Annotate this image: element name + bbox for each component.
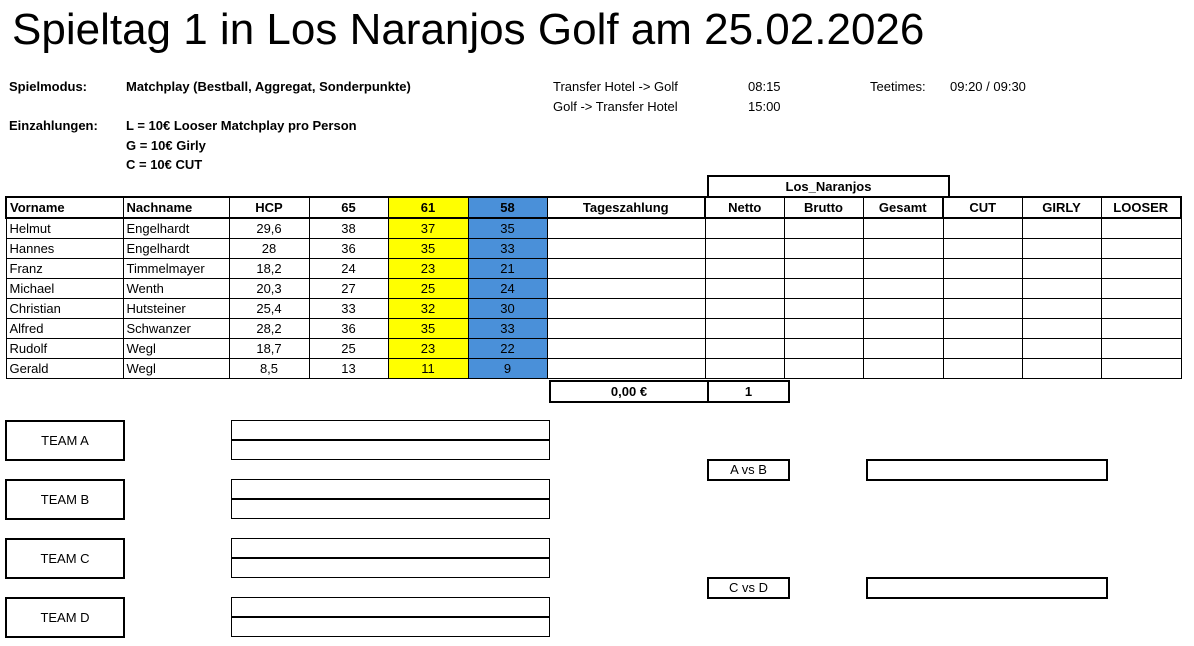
girly-cell[interactable] <box>1022 299 1101 319</box>
score-61-cell: 35 <box>388 319 468 339</box>
score-58-cell: 35 <box>468 218 547 239</box>
table-row <box>6 239 1181 259</box>
col-tageszahlung: Tageszahlung <box>547 197 705 218</box>
brutto-cell[interactable] <box>784 319 863 339</box>
score-65-cell: 33 <box>309 299 388 319</box>
score-61-cell: 32 <box>388 299 468 319</box>
score-65-cell: 36 <box>309 319 388 339</box>
netto-cell[interactable] <box>705 218 784 239</box>
tageszahlung-cell[interactable] <box>547 279 705 299</box>
score-61-cell: 25 <box>388 279 468 299</box>
score-58-cell: 24 <box>468 279 547 299</box>
col-61: 61 <box>388 197 468 218</box>
table-row <box>6 299 1181 319</box>
hcp-cell: 28,2 <box>229 319 309 339</box>
gesamt-cell[interactable] <box>863 218 943 239</box>
transfer-golf-hotel-time: 15:00 <box>748 99 781 114</box>
girly-cell[interactable] <box>1022 279 1101 299</box>
cut-cell[interactable] <box>943 279 1022 299</box>
brutto-cell[interactable] <box>784 339 863 359</box>
netto-cell[interactable] <box>705 359 784 379</box>
vorname-cell: Rudolf <box>6 339 123 359</box>
girly-cell[interactable] <box>1022 319 1101 339</box>
tageszahlung-cell[interactable] <box>547 259 705 279</box>
cut-cell[interactable] <box>943 299 1022 319</box>
match-c-vs-d-label: C vs D <box>707 577 790 599</box>
gesamt-cell[interactable] <box>863 299 943 319</box>
brutto-cell[interactable] <box>784 299 863 319</box>
team-a-player-1-field[interactable] <box>231 420 550 440</box>
table-header-row <box>6 197 1181 218</box>
table-row <box>6 339 1181 359</box>
netto-cell[interactable] <box>705 279 784 299</box>
nachname-cell: Wegl <box>123 359 229 379</box>
girly-cell[interactable] <box>1022 259 1101 279</box>
cut-cell[interactable] <box>943 319 1022 339</box>
gesamt-cell[interactable] <box>863 239 943 259</box>
col-cut: CUT <box>943 197 1022 218</box>
score-58-cell: 22 <box>468 339 547 359</box>
einzahlungen-label: Einzahlungen: <box>9 118 98 133</box>
team-d-player-2-field[interactable] <box>231 617 550 637</box>
table-row <box>6 218 1181 239</box>
match-a-vs-b-label: A vs B <box>707 459 790 481</box>
tageszahlung-cell[interactable] <box>547 359 705 379</box>
tageszahlung-cell[interactable] <box>547 319 705 339</box>
brutto-cell[interactable] <box>784 359 863 379</box>
team-c-player-2-field[interactable] <box>231 558 550 578</box>
hcp-cell: 8,5 <box>229 359 309 379</box>
looser-cell[interactable] <box>1101 339 1181 359</box>
score-65-cell: 13 <box>309 359 388 379</box>
hcp-cell: 20,3 <box>229 279 309 299</box>
team-d-label: TEAM D <box>5 597 125 638</box>
looser-cell[interactable] <box>1101 239 1181 259</box>
nachname-cell: Schwanzer <box>123 319 229 339</box>
gesamt-cell[interactable] <box>863 359 943 379</box>
nachname-cell: Timmelmayer <box>123 259 229 279</box>
vorname-cell: Michael <box>6 279 123 299</box>
einzahlung-girly: G = 10€ Girly <box>126 138 206 153</box>
match-a-vs-b-result-field[interactable] <box>866 459 1108 481</box>
col-vorname: Vorname <box>6 197 123 218</box>
looser-cell[interactable] <box>1101 218 1181 239</box>
brutto-cell[interactable] <box>784 218 863 239</box>
transfer-hotel-golf-time: 08:15 <box>748 79 781 94</box>
transfer-golf-hotel-label: Golf -> Transfer Hotel <box>553 99 678 114</box>
tageszahlung-cell[interactable] <box>547 218 705 239</box>
looser-cell[interactable] <box>1101 279 1181 299</box>
score-65-cell: 24 <box>309 259 388 279</box>
cut-cell[interactable] <box>943 218 1022 239</box>
hcp-cell: 29,6 <box>229 218 309 239</box>
netto-cell[interactable] <box>705 239 784 259</box>
score-58-cell: 33 <box>468 239 547 259</box>
vorname-cell: Christian <box>6 299 123 319</box>
teetimes-value: 09:20 / 09:30 <box>950 79 1026 94</box>
teetimes-label: Teetimes: <box>870 79 926 94</box>
team-c-label: TEAM C <box>5 538 125 579</box>
hcp-cell: 28 <box>229 239 309 259</box>
netto-cell[interactable] <box>705 339 784 359</box>
gesamt-cell[interactable] <box>863 279 943 299</box>
vorname-cell: Helmut <box>6 218 123 239</box>
col-netto: Netto <box>705 197 784 218</box>
tageszahlung-cell[interactable] <box>547 339 705 359</box>
netto-cell[interactable] <box>705 299 784 319</box>
score-61-cell: 23 <box>388 259 468 279</box>
looser-cell[interactable] <box>1101 299 1181 319</box>
team-a-player-2-field[interactable] <box>231 440 550 460</box>
col-58: 58 <box>468 197 547 218</box>
col-hcp: HCP <box>229 197 309 218</box>
score-61-cell: 11 <box>388 359 468 379</box>
team-b-label: TEAM B <box>5 479 125 520</box>
vorname-cell: Gerald <box>6 359 123 379</box>
netto-cell[interactable] <box>705 259 784 279</box>
los-naranjos-header: Los_Naranjos <box>707 175 950 197</box>
team-b-player-2-field[interactable] <box>231 499 550 519</box>
gesamt-cell[interactable] <box>863 259 943 279</box>
spielmodus-label: Spielmodus: <box>9 79 88 94</box>
hcp-cell: 25,4 <box>229 299 309 319</box>
match-c-vs-d-result-field[interactable] <box>866 577 1108 599</box>
hcp-cell: 18,2 <box>229 259 309 279</box>
score-58-cell: 21 <box>468 259 547 279</box>
col-girly: GIRLY <box>1022 197 1101 218</box>
col-nachname: Nachname <box>123 197 229 218</box>
cut-cell[interactable] <box>943 259 1022 279</box>
girly-cell[interactable] <box>1022 339 1101 359</box>
brutto-cell[interactable] <box>784 239 863 259</box>
spielmodus-value: Matchplay (Bestball, Aggregat, Sonderpunkte) <box>126 79 411 94</box>
nachname-cell: Wenth <box>123 279 229 299</box>
score-65-cell: 38 <box>309 218 388 239</box>
table-row <box>6 359 1181 379</box>
hcp-cell: 18,7 <box>229 339 309 359</box>
brutto-cell[interactable] <box>784 259 863 279</box>
score-58-cell: 9 <box>468 359 547 379</box>
col-looser: LOOSER <box>1101 197 1181 218</box>
team-d-player-1-field[interactable] <box>231 597 550 617</box>
page-title: Spieltag 1 in Los Naranjos Golf am 25.02.2026 <box>12 5 925 54</box>
score-58-cell: 30 <box>468 299 547 319</box>
gesamt-cell[interactable] <box>863 339 943 359</box>
cut-cell[interactable] <box>943 339 1022 359</box>
tageszahlung-cell[interactable] <box>547 299 705 319</box>
nachname-cell: Engelhardt <box>123 239 229 259</box>
nachname-cell: Hutsteiner <box>123 299 229 319</box>
table-row <box>6 319 1181 339</box>
netto-cell[interactable] <box>705 319 784 339</box>
table-row <box>6 259 1181 279</box>
team-a-label: TEAM A <box>5 420 125 461</box>
player-table <box>5 196 1182 379</box>
team-b-player-1-field[interactable] <box>231 479 550 499</box>
tageszahlung-cell[interactable] <box>547 239 705 259</box>
girly-cell[interactable] <box>1022 239 1101 259</box>
score-65-cell: 25 <box>309 339 388 359</box>
nachname-cell: Wegl <box>123 339 229 359</box>
cut-cell[interactable] <box>943 239 1022 259</box>
cut-cell[interactable] <box>943 359 1022 379</box>
netto-sum: 1 <box>707 380 790 403</box>
nachname-cell: Engelhardt <box>123 218 229 239</box>
score-61-cell: 23 <box>388 339 468 359</box>
tageszahlung-sum: 0,00 € <box>549 380 709 403</box>
looser-cell[interactable] <box>1101 359 1181 379</box>
score-61-cell: 37 <box>388 218 468 239</box>
girly-cell[interactable] <box>1022 218 1101 239</box>
score-65-cell: 36 <box>309 239 388 259</box>
transfer-hotel-golf-label: Transfer Hotel -> Golf <box>553 79 678 94</box>
score-58-cell: 33 <box>468 319 547 339</box>
team-c-player-1-field[interactable] <box>231 538 550 558</box>
gesamt-cell[interactable] <box>863 319 943 339</box>
col-brutto: Brutto <box>784 197 863 218</box>
score-61-cell: 35 <box>388 239 468 259</box>
einzahlung-cut: C = 10€ CUT <box>126 157 203 172</box>
col-65: 65 <box>309 197 388 218</box>
table-row <box>6 279 1181 299</box>
brutto-cell[interactable] <box>784 279 863 299</box>
girly-cell[interactable] <box>1022 359 1101 379</box>
einzahlung-looser: L = 10€ Looser Matchplay pro Person <box>126 118 357 133</box>
score-65-cell: 27 <box>309 279 388 299</box>
looser-cell[interactable] <box>1101 319 1181 339</box>
vorname-cell: Franz <box>6 259 123 279</box>
vorname-cell: Alfred <box>6 319 123 339</box>
col-gesamt: Gesamt <box>863 197 943 218</box>
vorname-cell: Hannes <box>6 239 123 259</box>
looser-cell[interactable] <box>1101 259 1181 279</box>
